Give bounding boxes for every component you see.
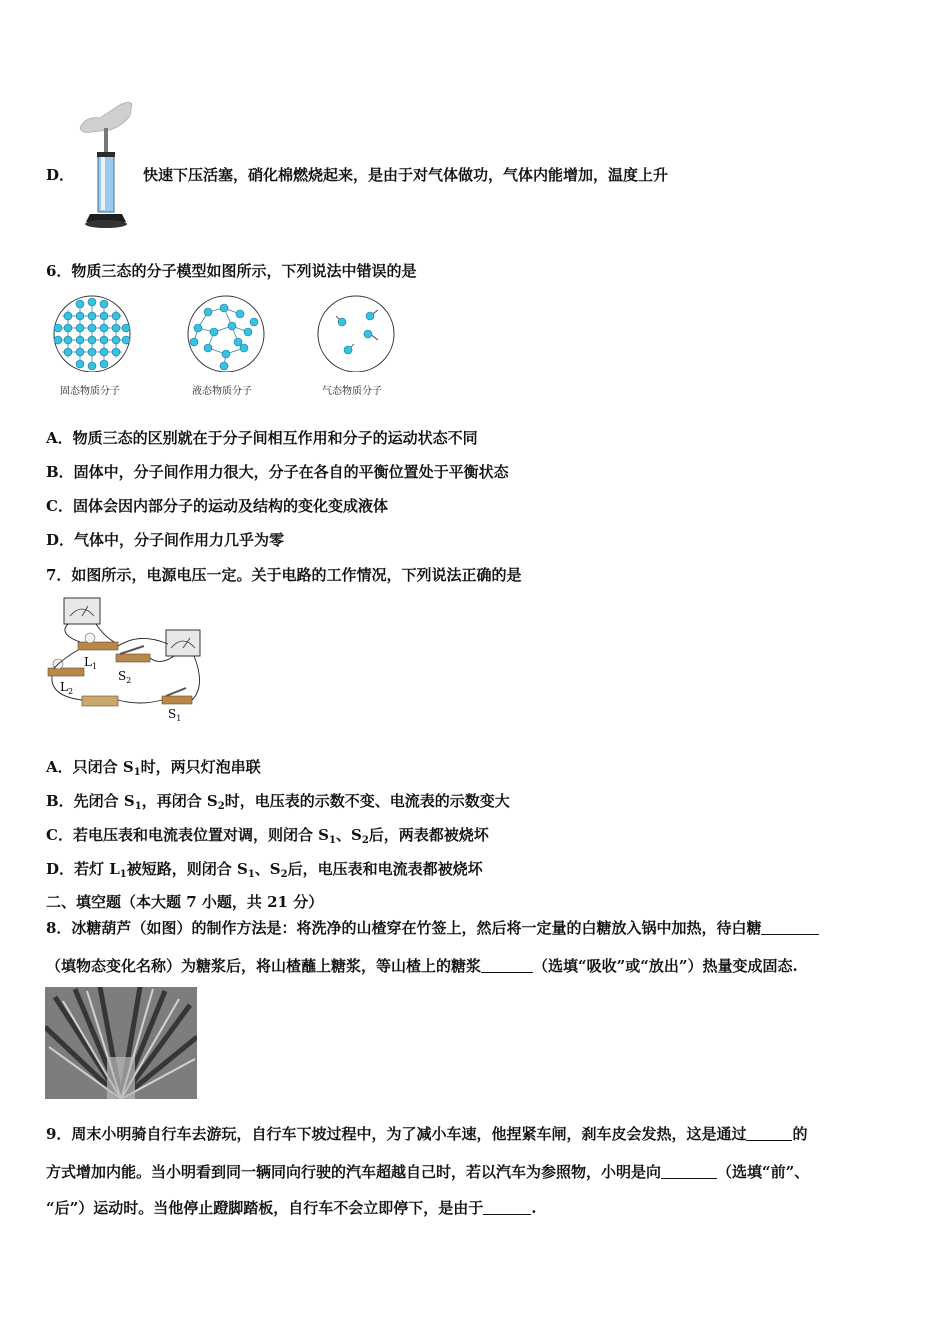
gas-model <box>318 296 394 372</box>
caption-solid: 固态物质分子 <box>60 386 120 397</box>
solid-model <box>54 296 130 372</box>
q6-option-d: D．气体中，分子间作用力几乎为零 <box>46 531 285 549</box>
molecule-models-figure <box>48 292 408 397</box>
q7-option-c: C．若电压表和电流表位置对调，则闭合 $S_1$、$S_2$后，两表都被烧坏 <box>46 826 489 846</box>
label-l2: $L_2$ <box>60 680 74 696</box>
q8-blank-2[interactable] <box>481 958 533 973</box>
molecule-models-svg <box>48 292 408 372</box>
q9-line-2: 方式增加内能。当小明看到同一辆同向行驶的汽车超越自己时，若以汽车为参照物，小明是向 （选填“前”、 <box>46 1163 810 1181</box>
label-s1: $S_1$ <box>168 707 182 723</box>
q7-option-d: D．若灯 $L_1$被短路，则闭合 $S_1$、$S_2$后，电压表和电流表都被烧坏 <box>46 860 483 880</box>
q6-option-b: B．固体中，分子间作用力很大，分子在各自的平衡位置处于平衡状态 <box>46 463 509 481</box>
q9-blank-1[interactable] <box>746 1126 792 1141</box>
caption-liquid: 液态物质分子 <box>192 386 252 397</box>
pump-figure <box>70 98 140 233</box>
q7-option-a: A．只闭合 $S_1$时，两只灯泡串联 <box>46 758 261 778</box>
q7-stem: 7．如图所示，电源电压一定。关于电路的工作情况，下列说法正确的是 <box>46 566 522 584</box>
q7-option-b: B．先闭合 $S_1$，再闭合 $S_2$时，电压表的示数不变、电流表的示数变大 <box>46 792 510 812</box>
label-s2: $S_2$ <box>118 669 132 685</box>
circuit-figure <box>44 596 214 726</box>
q8-line-1: 8．冰糖葫芦（如图）的制作方法是：将洗净的山楂穿在竹签上，然后将一定量的白糖放入锅中加热，待白糖 <box>46 918 819 938</box>
candied-haws-photo <box>45 987 197 1099</box>
q6-stem: 6．物质三态的分子模型如图所示，下列说法中错误的是 <box>46 262 417 280</box>
q9-line-1: 9．周末小明骑自行车去游玩，自行车下坡过程中，为了减小车速，他捏紧车闸，刹车皮会发热，这是通过 的 <box>46 1125 808 1143</box>
q9-blank-3[interactable] <box>483 1200 531 1215</box>
q6-option-a: A．物质三态的区别就在于分子间相互作用和分子的运动状态不同 <box>46 429 478 447</box>
q8-blank-1[interactable] <box>761 920 819 935</box>
liquid-model <box>188 296 264 372</box>
caption-gas: 气态物质分子 <box>322 386 382 397</box>
voltmeter-icon <box>64 598 100 624</box>
q9-blank-2[interactable] <box>661 1164 717 1179</box>
q5-option-d-text: 快速下压活塞，硝化棉燃烧起来，是由于对气体做功，气体内能增加，温度上升 <box>143 166 669 184</box>
q5-option-d-letter: D． <box>46 166 75 184</box>
label-l1: $L_1$ <box>84 655 98 671</box>
ammeter-icon <box>166 630 200 656</box>
section-heading: 二、填空题（本大题 7 小题，共 21 分） <box>46 893 324 911</box>
q9-line-3: “后”）运动时。当他停止蹬脚踏板，自行车不会立即停下，是由于 . <box>46 1199 537 1217</box>
q6-option-c: C．固体会因内部分子的运动及结构的变化变成液体 <box>46 497 388 515</box>
q8-line-2: （填物态变化名称）为糖浆后，将山楂蘸上糖浆，等山楂上的糖浆 （选填“吸收”或“放出”）热量变成固态. <box>46 957 798 975</box>
